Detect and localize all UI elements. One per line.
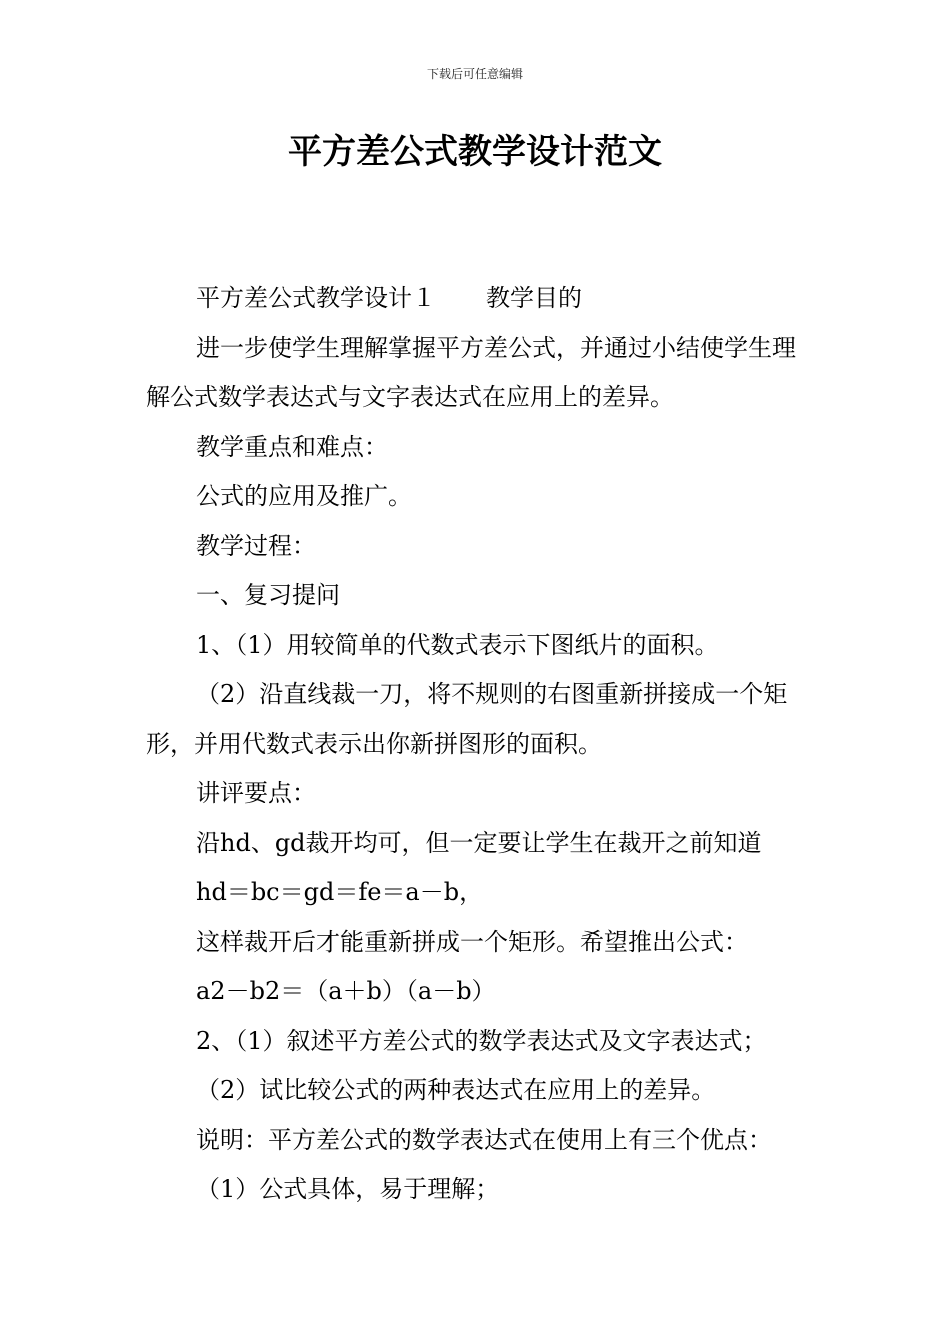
paragraph: 公式的应用及推广。 — [196, 482, 412, 510]
paragraph: 说明：平方差公式的数学表达式在使用上有三个优点： — [196, 1125, 772, 1154]
paragraph: 2、（1）叙述平方差公式的数学表达式及文字表达式； — [196, 1026, 767, 1055]
header-note: 下载后可任意编辑 — [426, 67, 523, 81]
paragraph: 这样裁开后才能重新拼成一个矩形。希望推出公式： — [196, 927, 748, 956]
paragraph: 进一步使学生理解掌握平方差公式，并通过小结使学生理解公式数学表达式与文字表达式在应用上的差异。 — [146, 333, 796, 411]
paragraph: 一、复习提问 — [196, 581, 340, 609]
paragraph: 教学过程： — [196, 531, 316, 560]
paragraph: 教学重点和难点： — [196, 432, 388, 461]
paragraph: （2）试比较公式的两种表达式在应用上的差异。 — [196, 1076, 716, 1104]
paragraph-first-line — [146, 274, 810, 324]
paragraph: 沿hd、gd裁开均可，但一定要让学生在裁开之前知道 — [196, 828, 762, 857]
paragraph-formula: hd＝bc＝gd＝fe＝a－b， — [196, 878, 484, 906]
paragraph: （1）公式具体，易于理解； — [196, 1175, 500, 1203]
paragraph-formula: a2－b2＝（a＋b）（a－b） — [196, 977, 496, 1005]
subsection-heading: 教学目的 — [486, 284, 582, 312]
paragraph: 1、（1）用较简单的代数式表示下图纸片的面积。 — [196, 630, 719, 659]
section-heading: 平方差公式教学设计１ — [196, 284, 436, 312]
document-title: 平方差公式教学设计范文 — [288, 132, 662, 172]
document-body — [146, 274, 810, 1215]
paragraph: 讲评要点： — [196, 779, 316, 807]
paragraph: （2）沿直线裁一刀，将不规则的右图重新拼接成一个矩形，并用代数式表示出你新拼图形的面积。 — [146, 680, 788, 758]
